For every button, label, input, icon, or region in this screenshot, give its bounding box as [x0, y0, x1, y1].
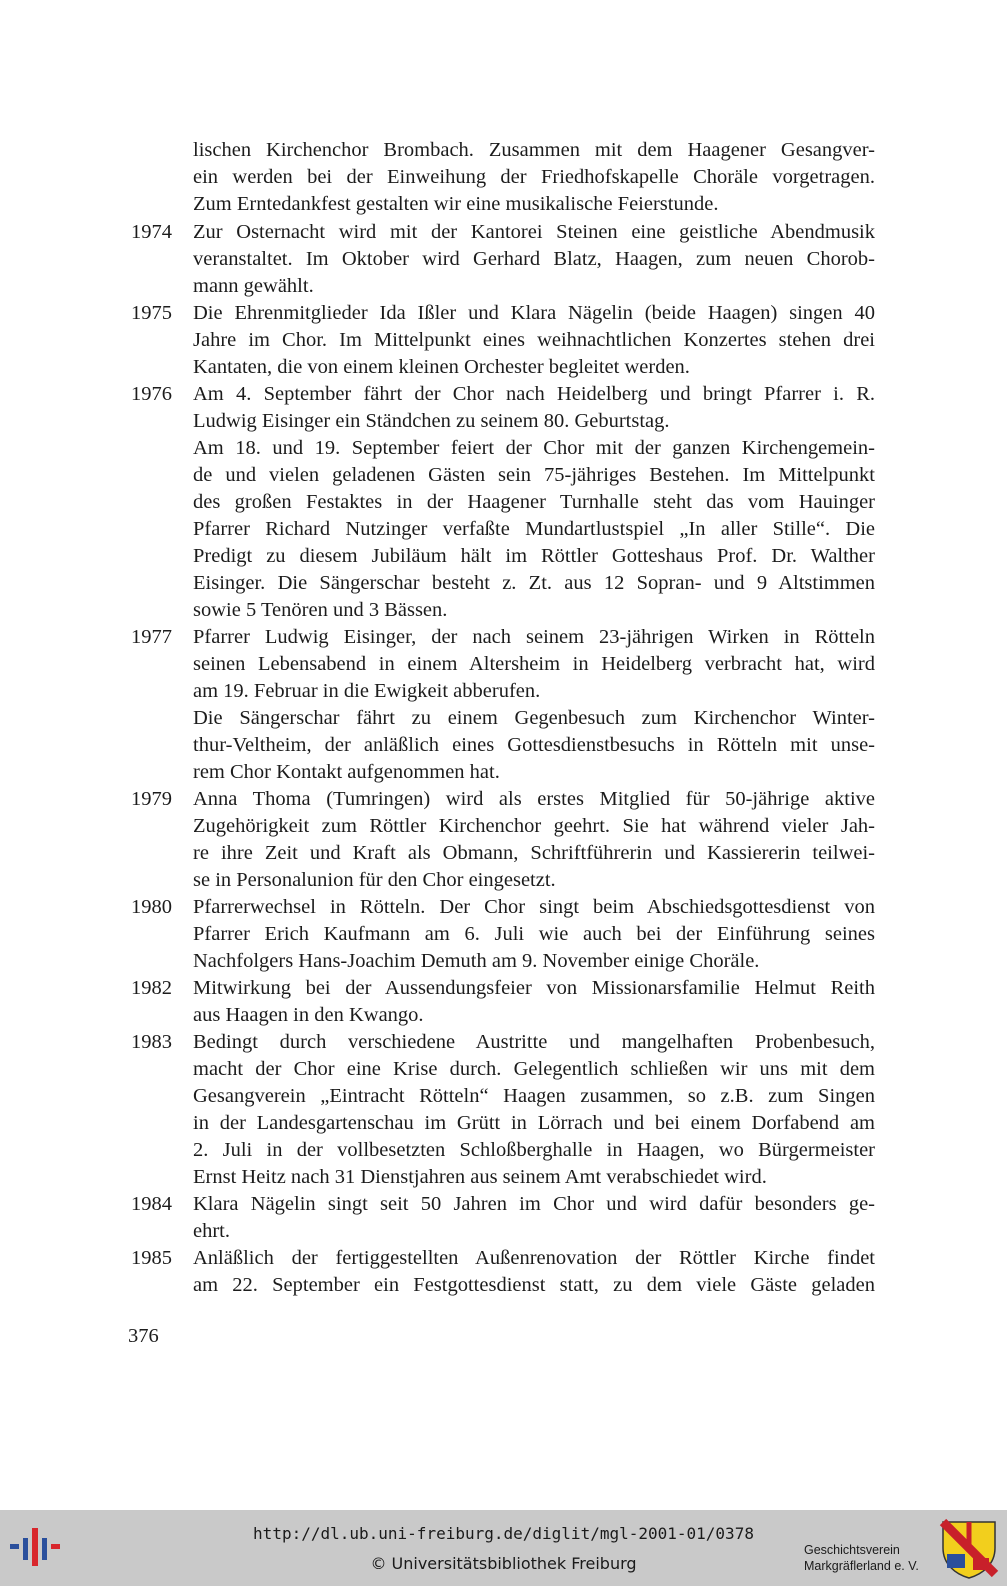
text-line: Pfarrer Erich Kaufmann am 6. Juli wie auch bei der Einführung seines [193, 923, 875, 945]
year-label: 1977 [131, 626, 172, 648]
year-label: 1982 [131, 977, 172, 999]
text-line: Bedingt durch verschiedene Austritte und mangelhaften Probenbesuch, [193, 1031, 875, 1053]
text-line: sowie 5 Tenören und 3 Bässen. [193, 599, 448, 621]
text-line: Die Sängerschar fährt zu einem Gegenbesuch zum Kirchenchor Winter- [193, 707, 875, 729]
text-line: Pfarrerwechsel in Rötteln. Der Chor singt beim Abschiedsgottesdienst von [193, 896, 875, 918]
year-label: 1974 [131, 221, 172, 243]
text-line: Zugehörigkeit zum Röttler Kirchenchor geehrt. Sie hat während vieler Jah- [193, 815, 875, 837]
text-line: de und vielen geladenen Gästen sein 75-jähriges Bestehen. Im Mittelpunkt [193, 464, 875, 486]
text-line: Pfarrer Richard Nutzinger verfaßte Mundartlustspiel „In aller Stille“. Die [193, 518, 875, 540]
text-line: re ihre Zeit und Kraft als Obmann, Schriftführerin und Kassiererin teilwei- [193, 842, 875, 864]
copyright-text: © Universitätsbibliothek Freiburg [370, 1554, 637, 1573]
society-name [804, 1542, 934, 1574]
page-number: 376 [128, 1325, 159, 1347]
text-line: Kantaten, die von einem kleinen Orchester begleitet werden. [193, 356, 690, 378]
society-name-line1: Geschichtsverein [804, 1543, 900, 1557]
year-label: 1984 [131, 1193, 172, 1215]
text-line: seinen Lebensabend in einem Altersheim in Heidelberg verbracht hat, wird [193, 653, 875, 675]
footer-bar [0, 1510, 1007, 1586]
text-line: Eisinger. Die Sängerschar besteht z. Zt. aus 12 Sopran- und 9 Altstimmen [193, 572, 875, 594]
society-name-line2: Markgräflerland e. V. [804, 1559, 919, 1573]
text-line: am 19. Februar in die Ewigkeit abberufen. [193, 680, 541, 702]
text-line: Mitwirkung bei der Aussendungsfeier von Missionarsfamilie Helmut Reith [193, 977, 875, 999]
text-line: Anläßlich der fertiggestellten Außenrenovation der Röttler Kirche findet [193, 1247, 875, 1269]
text-line: lischen Kirchenchor Brombach. Zusammen mit dem Haagener Gesangver- [193, 139, 875, 161]
text-line: mann gewählt. [193, 275, 314, 297]
source-url-link[interactable]: http://dl.ub.uni-freiburg.de/diglit/mgl-2001-01/0378 [253, 1524, 754, 1543]
year-label: 1985 [131, 1247, 172, 1269]
text-line: Die Ehrenmitglieder Ida Ißler und Klara Nägelin (beide Haagen) singen 40 [193, 302, 875, 324]
text-line: Ludwig Eisinger ein Ständchen zu seinem 80. Geburtstag. [193, 410, 670, 432]
text-line: am 22. September ein Festgottesdienst statt, zu dem viele Gäste geladen [193, 1274, 875, 1296]
text-line: ein werden bei der Einweihung der Friedhofskapelle Choräle vorgetragen. [193, 166, 875, 188]
text-line: Ernst Heitz nach 31 Dienstjahren aus seinem Amt verabschiedet wird. [193, 1166, 767, 1188]
year-label: 1983 [131, 1031, 172, 1053]
year-label: 1979 [131, 788, 172, 810]
text-line: Zur Osternacht wird mit der Kantorei Steinen eine geistliche Abendmusik [193, 221, 875, 243]
coat-of-arms-icon [939, 1518, 999, 1580]
text-line: Pfarrer Ludwig Eisinger, der nach seinem 23-jährigen Wirken in Rötteln [193, 626, 875, 648]
text-line: Anna Thoma (Tumringen) wird als erstes Mitglied für 50-jährige aktive [193, 788, 875, 810]
text-line: Nachfolgers Hans-Joachim Demuth am 9. November einige Choräle. [193, 950, 760, 972]
text-line: Am 18. und 19. September feiert der Chor mit der ganzen Kirchengemein- [193, 437, 875, 459]
text-line: rem Chor Kontakt aufgenommen hat. [193, 761, 500, 783]
text-line: Jahre im Chor. Im Mittelpunkt eines weihnachtlichen Konzertes stehen drei [193, 329, 875, 351]
text-line: aus Haagen in den Kwango. [193, 1004, 424, 1026]
text-line: ehrt. [193, 1220, 230, 1242]
text-line: Zum Erntedankfest gestalten wir eine musikalische Feierstunde. [193, 193, 719, 215]
year-label: 1975 [131, 302, 172, 324]
text-line: se in Personalunion für den Chor eingesetzt. [193, 869, 556, 891]
text-line: des großen Festaktes in der Haagener Turnhalle steht das vom Hauinger [193, 491, 875, 513]
text-line: 2. Juli in der vollbesetzten Schloßberghalle in Haagen, wo Bürgermeister [193, 1139, 875, 1161]
text-line: veranstaltet. Im Oktober wird Gerhard Blatz, Haagen, zum neuen Chorob- [193, 248, 875, 270]
text-line: macht der Chor eine Krise durch. Gelegentlich schließen wir uns mit dem [193, 1058, 875, 1080]
text-line: Klara Nägelin singt seit 50 Jahren im Chor und wird dafür besonders ge- [193, 1193, 875, 1215]
text-line: thur-Veltheim, der anläßlich eines Gottesdienstbesuchs in Rötteln mit unse- [193, 734, 875, 756]
text-line: Gesangverein „Eintracht Rötteln“ Haagen zusammen, so z.B. zum Singen [193, 1085, 875, 1107]
year-label: 1980 [131, 896, 172, 918]
text-line: in der Landesgartenschau im Grütt in Lörrach und bei einem Dorfabend am [193, 1112, 875, 1134]
year-label: 1976 [131, 383, 172, 405]
text-line: Predigt zu diesem Jubiläum hält im Röttler Gotteshaus Prof. Dr. Walther [193, 545, 875, 567]
text-line: Am 4. September fährt der Chor nach Heidelberg und bringt Pfarrer i. R. [193, 383, 875, 405]
